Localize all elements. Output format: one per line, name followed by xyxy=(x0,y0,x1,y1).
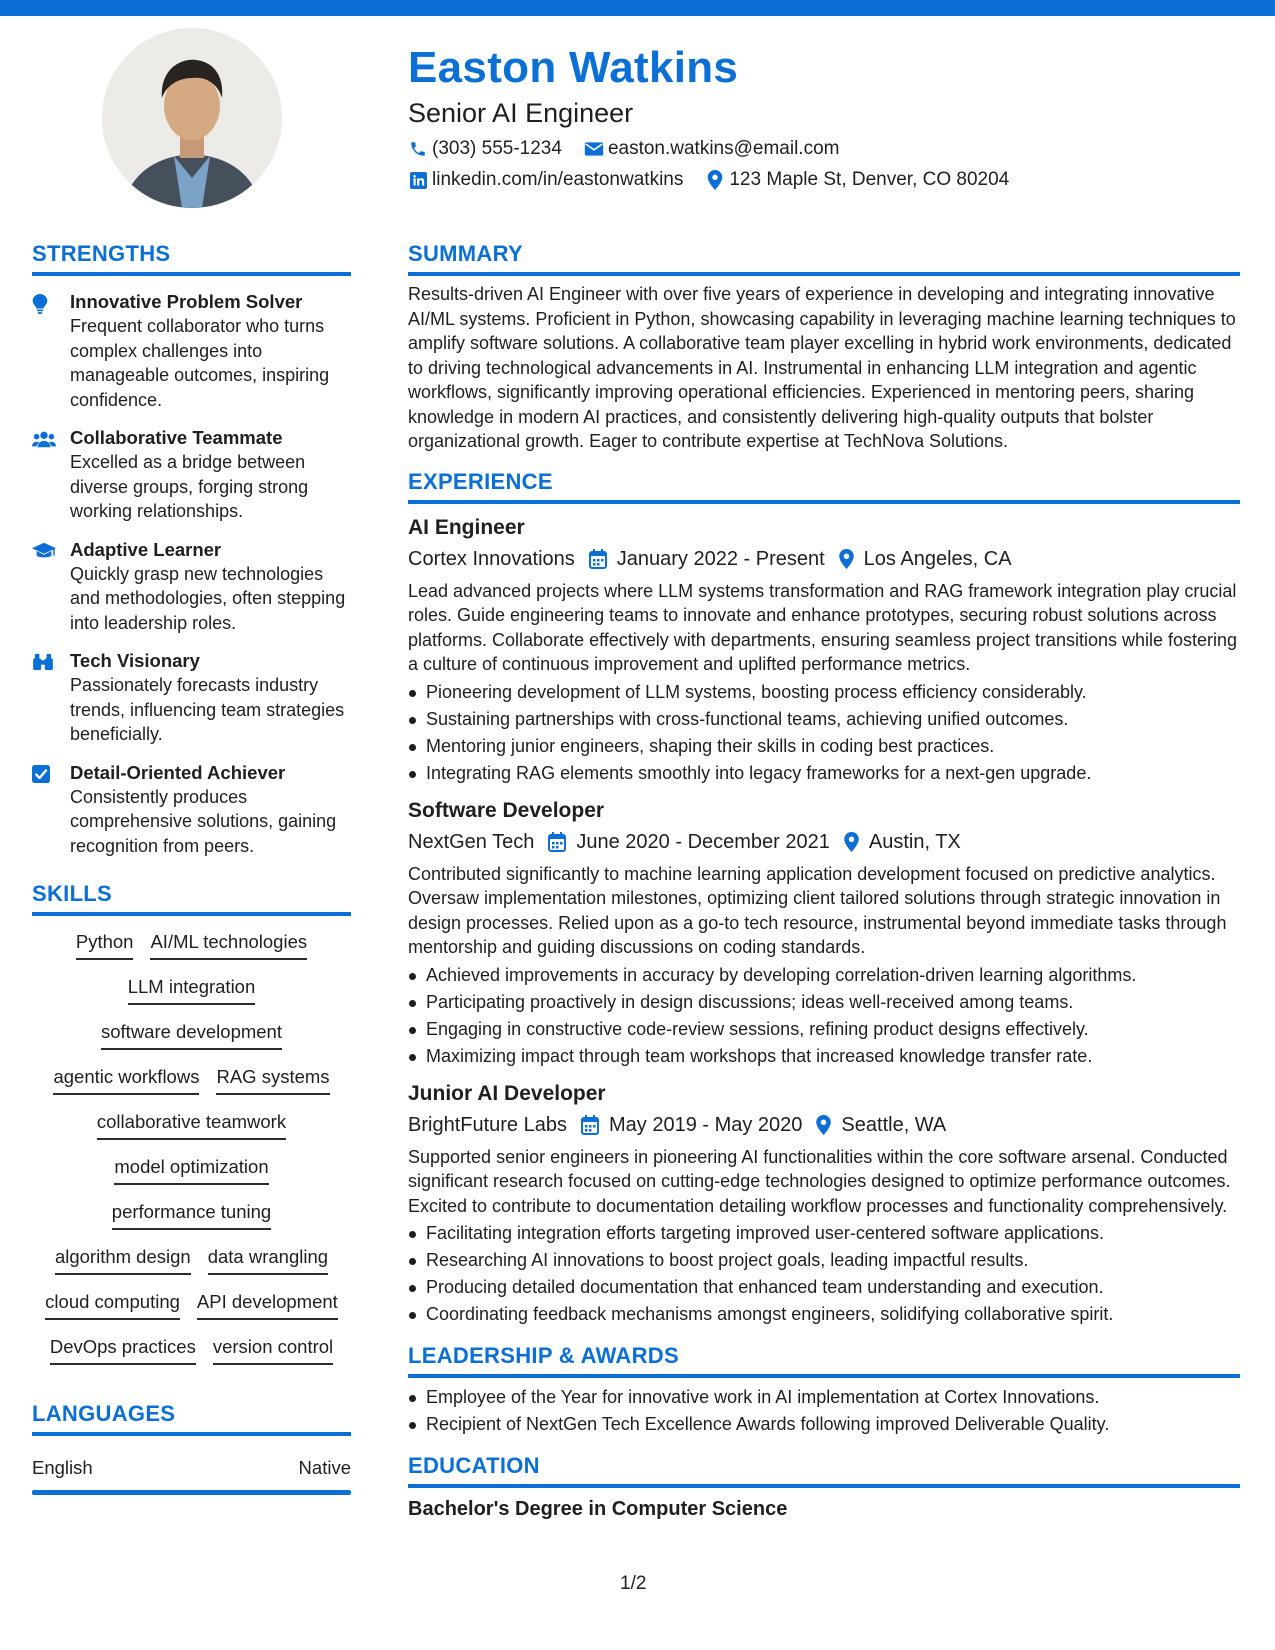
section-title-strengths: STRENGTHS xyxy=(32,241,171,266)
job-dates: May 2019 - May 2020 xyxy=(608,1113,803,1136)
skill-tag: collaborative teamwork xyxy=(97,1110,286,1140)
job-bullet: Producing detailed documentation that enhanced team understanding and execution. xyxy=(408,1274,1240,1301)
job-description: Supported senior engineers in pioneering AI functionalities within the core software arsenal. Conducted significant research focused on cutting-edge technologies designed to optimize performance outcomes. Excited to contribute to documentation detailing workflow processes and functionality comprehensively. xyxy=(408,1146,1231,1216)
job-bullet: Engaging in constructive code-review sessions, refining product designs effectively. xyxy=(408,1016,1240,1043)
job-bullet: Participating proactively in design discussions; ideas well-received among teams. xyxy=(408,989,1240,1016)
skill-tag: AI/ML technologies xyxy=(150,930,307,960)
experience-section xyxy=(408,468,1240,1329)
map-pin-icon xyxy=(705,170,725,190)
job-bullet: Facilitating integration efforts targeting improved user-centered software applications. xyxy=(408,1220,1240,1247)
award-bullet: Recipient of NextGen Tech Excellence Awards following improved Deliverable Quality. xyxy=(408,1411,1240,1438)
skill-tag: algorithm design xyxy=(55,1245,191,1275)
checkbox-icon xyxy=(32,761,70,859)
lightbulb-icon xyxy=(32,290,70,412)
strength-title: Tech Visionary xyxy=(70,650,200,671)
skill-tag: RAG systems xyxy=(216,1065,329,1095)
address-contact xyxy=(705,168,1009,192)
strength-desc: Frequent collaborator who turns complex challenges into manageable outcomes, inspiring confidence. xyxy=(70,316,330,410)
language-name: English xyxy=(32,1457,93,1478)
strength-desc: Consistently produces comprehensive solutions, gaining recognition from peers. xyxy=(70,786,337,856)
section-divider xyxy=(408,1484,1240,1488)
envelope-icon xyxy=(584,139,604,159)
job-bullet: Coordinating feedback mechanisms amongst engineers, solidifying collaborative spirit. xyxy=(408,1301,1240,1328)
strengths-section xyxy=(32,240,351,858)
degree-title: Bachelor's Degree in Computer Science xyxy=(408,1498,788,1520)
section-divider xyxy=(32,912,351,916)
map-pin-icon xyxy=(844,832,859,852)
profile-photo xyxy=(102,28,282,208)
section-title-summary: SUMMARY xyxy=(408,241,523,266)
skills-section xyxy=(32,880,351,1380)
strength-desc: Excelled as a bridge between diverse groups, forging strong working relationships. xyxy=(70,452,309,521)
section-title-education: EDUCATION xyxy=(408,1453,540,1478)
users-icon xyxy=(32,426,70,524)
job-title: Software Developer xyxy=(408,798,605,822)
binoculars-icon xyxy=(32,649,70,747)
linkedin-text: linkedin.com/in/eastonwatkins xyxy=(432,169,684,190)
skill-tag: Python xyxy=(76,930,134,960)
strength-item xyxy=(32,290,351,412)
strength-title: Innovative Problem Solver xyxy=(70,291,303,312)
job-bullet: Sustaining partnerships with cross-functional teams, achieving unified outcomes. xyxy=(408,706,1240,733)
job-title: AI Engineer xyxy=(408,515,525,539)
job-bullet: Mentoring junior engineers, shaping their skills in coding best practices. xyxy=(408,733,1240,760)
address-text: 123 Maple St, Denver, CO 80204 xyxy=(729,169,1010,190)
language-level: Native xyxy=(298,1457,351,1478)
job-company: Cortex Innovations xyxy=(408,547,575,570)
job-location: Los Angeles, CA xyxy=(863,547,1012,570)
top-accent-bar xyxy=(0,0,1275,16)
strength-item xyxy=(32,426,351,524)
job-bullet: Achieved improvements in accuracy by developing correlation-driven learning algorithms. xyxy=(408,962,1240,989)
job-entry xyxy=(408,797,1240,1070)
skill-tag: software development xyxy=(101,1020,282,1050)
strength-title: Collaborative Teammate xyxy=(70,427,283,448)
job-bullet: Maximizing impact through team workshops that increased knowledge transfer rate. xyxy=(408,1043,1240,1070)
skill-tag: DevOps practices xyxy=(50,1335,196,1365)
job-title: Junior AI Developer xyxy=(408,1081,606,1105)
job-bullet: Researching AI innovations to boost project goals, leading impactful results. xyxy=(408,1247,1240,1274)
skill-tag: agentic workflows xyxy=(53,1065,199,1095)
section-title-leadership: LEADERSHIP & AWARDS xyxy=(408,1343,679,1368)
strength-item xyxy=(32,761,351,859)
map-pin-icon xyxy=(816,1115,831,1135)
strength-desc: Passionately forecasts industry trends, influencing team strategies beneficially. xyxy=(70,675,345,744)
job-location: Austin, TX xyxy=(868,830,961,853)
strength-item xyxy=(32,538,351,636)
skill-tag: API development xyxy=(197,1290,338,1320)
calendar-icon xyxy=(581,1115,599,1135)
job-location: Seattle, WA xyxy=(841,1113,947,1136)
job-entry xyxy=(408,1080,1240,1329)
section-divider xyxy=(408,500,1240,504)
section-title-experience: EXPERIENCE xyxy=(408,468,553,494)
section-divider xyxy=(32,1432,351,1436)
job-description: Lead advanced projects where LLM systems transformation and RAG framework integration play crucial roles. Guide engineering teams to innovate and enhance prototypes, securing robust solutions across platforms. Collaborate effectively with departments, ensuring seamless project transitions while fostering a culture of continuous improvement and uplifted performance metrics. xyxy=(408,580,1238,674)
calendar-icon xyxy=(548,832,566,852)
candidate-name: Easton Watkins xyxy=(408,43,739,92)
section-divider xyxy=(32,272,351,276)
skill-tag: LLM integration xyxy=(128,975,256,1005)
email-contact[interactable] xyxy=(584,137,840,161)
section-title-languages: LANGUAGES xyxy=(32,1401,176,1426)
strength-desc: Quickly grasp new technologies and methodologies, often stepping into leadership roles. xyxy=(70,563,346,633)
language-level-bar xyxy=(32,1490,351,1495)
phone-contact xyxy=(408,137,562,161)
strength-title: Adaptive Learner xyxy=(70,538,222,560)
linkedin-contact[interactable] xyxy=(408,168,683,192)
skill-tag: model optimization xyxy=(114,1155,268,1185)
summary-section xyxy=(408,240,1240,454)
job-bullet: Pioneering development of LLM systems, boosting process efficiency considerably. xyxy=(408,679,1240,706)
skill-tag: data wrangling xyxy=(208,1245,328,1275)
languages-section xyxy=(32,1400,351,1495)
section-divider xyxy=(408,272,1240,276)
leadership-section xyxy=(408,1342,1240,1438)
section-divider xyxy=(408,1374,1240,1378)
skill-tag: version control xyxy=(213,1335,333,1365)
calendar-icon xyxy=(589,549,607,569)
job-bullet: Integrating RAG elements smoothly into legacy frameworks for a next-gen upgrade. xyxy=(408,760,1240,787)
linkedin-icon xyxy=(408,170,428,190)
job-description: Contributed significantly to machine learning application development focused on predictive analytics. Oversaw implementation milestones, optimizing client tailored solutions through strategic innovation in design processes. Relied upon as a go-to tech resource, instrumental beyond immediate tasks through mentorship and guiding discussions on coding standards. xyxy=(408,863,1227,957)
education-section xyxy=(408,1452,1240,1522)
job-entry xyxy=(408,514,1240,787)
summary-text: Results-driven AI Engineer with over five years of experience in developing and integrating innovative AI/ML systems. Proficient in Python, showcasing capability in leveraging machine learning techniques to amplify software solutions. A collaborative team player excelling in hybrid work environments, dedicated to driving technological advancements in AI. Instrumental in enhancing LLM integration and agentic workflows, significantly improving operational efficiencies. Experienced in mentoring peers, sharing knowledge in modern AI practices, and consistently delivering high-quality outputs that bolster organizational growth. Eager to contribute expertise at TechNova Solutions. xyxy=(408,284,1236,451)
graduation-cap-icon xyxy=(32,538,70,636)
strength-title: Detail-Oriented Achiever xyxy=(70,761,286,783)
strength-item xyxy=(32,649,351,747)
job-dates: June 2020 - December 2021 xyxy=(576,830,830,853)
language-item xyxy=(32,1456,351,1480)
email-text: easton.watkins@email.com xyxy=(607,138,840,159)
job-company: NextGen Tech xyxy=(408,830,535,853)
section-title-skills: SKILLS xyxy=(32,881,113,906)
award-bullet: Employee of the Year for innovative work in AI implementation at Cortex Innovations. xyxy=(408,1384,1240,1411)
map-pin-icon xyxy=(839,549,854,569)
job-company: BrightFuture Labs xyxy=(408,1113,567,1136)
candidate-title: Senior AI Engineer xyxy=(408,98,634,128)
phone-icon xyxy=(408,139,428,159)
page-number: 1/2 xyxy=(620,1573,647,1594)
job-dates: January 2022 - Present xyxy=(616,547,825,570)
skill-tag: performance tuning xyxy=(112,1200,271,1230)
phone-text: (303) 555-1234 xyxy=(432,138,562,159)
skill-tag: cloud computing xyxy=(45,1290,180,1320)
